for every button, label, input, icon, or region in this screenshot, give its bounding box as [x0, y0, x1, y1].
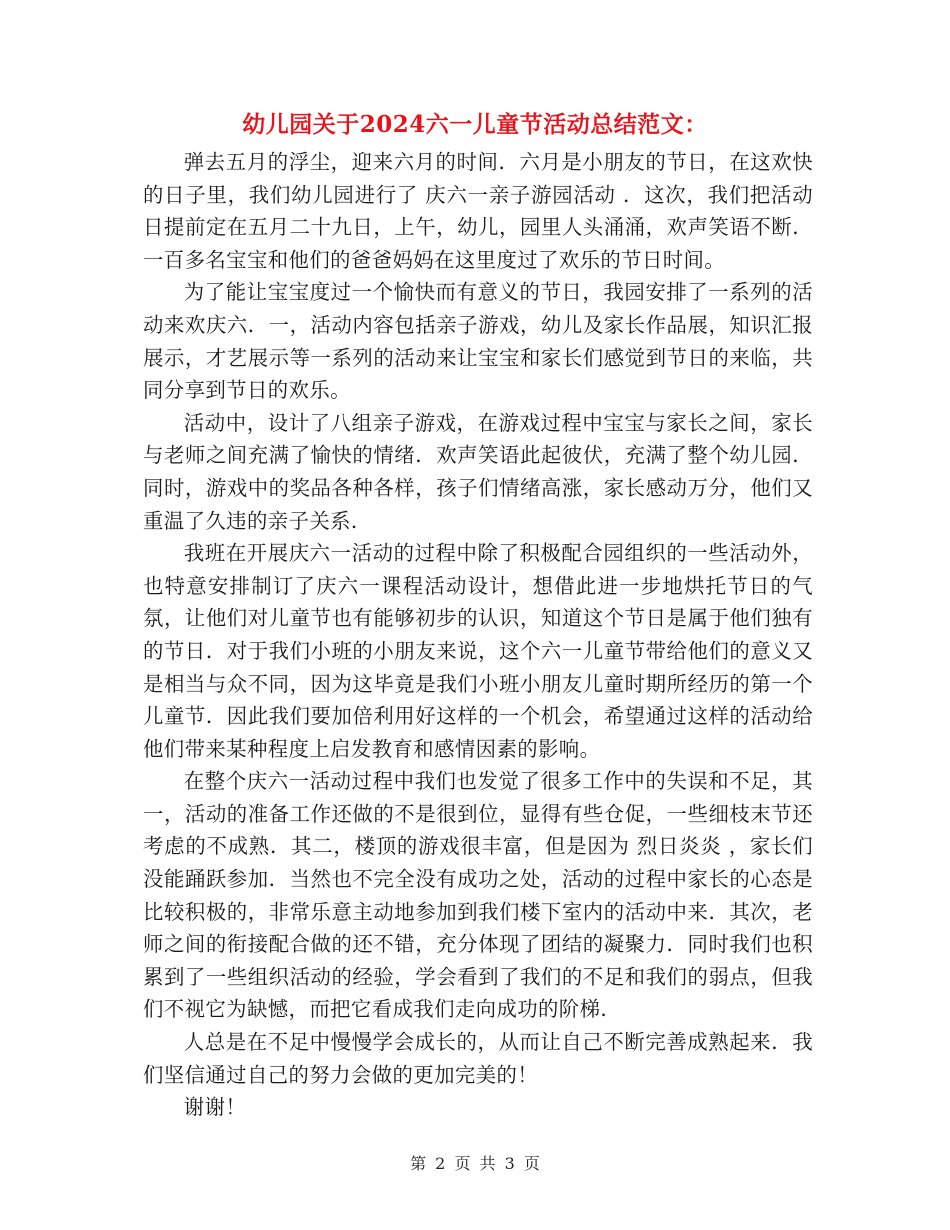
- paragraph-7: 谢谢！: [183, 1095, 247, 1120]
- document-body: [143, 146, 813, 1124]
- paragraph-2: 为了能让宝宝度过一个愉快而有意义的节日，我园安排了一系列的活动来欢庆六．一，活动内容包括亲子游戏，幼儿及家长作品展，知识汇报展示，才艺展示等一系列的活动来让宝宝和家长们感觉到节日的来临，共同分享到节日的欢乐。: [143, 280, 813, 403]
- document-title: 幼儿园关于2024六一儿童节活动总结范文：: [242, 111, 708, 138]
- paragraph-6: 人总是在不足中慢慢学会成长的，从而让自己不断完善成熟起来．我们坚信通过自己的努力会做的更加完美的！: [143, 1030, 813, 1087]
- paragraph-3: 活动中，设计了八组亲子游戏，在游戏过程中宝宝与家长之间，家长与老师之间充满了愉快的情绪．欢声笑语此起彼伏，充满了整个幼儿园．同时，游戏中的奖品各种各样，孩子们情绪高涨，家长感动万分，他们又重温了久违的亲子关系．: [143, 410, 813, 533]
- page-number-footer: 第 2 页 共 3 页: [410, 1154, 540, 1173]
- paragraph-1: 弹去五月的浮尘，迎来六月的时间．六月是小朋友的节日，在这欢快的日子里，我们幼儿园进行了 庆六一亲子游园活动 ．这次，我们把活动日提前定在五月二十九日，上午，幼儿，园里人头涌涌，欢声笑语不断．一百多名宝宝和他们的爸爸妈妈在这里度过了欢乐的节日时间。: [143, 150, 813, 272]
- paragraph-4: 我班在开展庆六一活动的过程中除了积极配合园组织的一些活动外，也特意安排制订了庆六一课程活动设计，想借此进一步地烘托节日的气氛，让他们对儿童节也有能够初步的认识，知道这个节日是属于他们独有的节日．对于我们小班的小朋友来说，这个六一儿童节带给他们的意义又是相当与众不同，因为这毕竟是我们小班小朋友儿童时期所经历的第一个儿童节．因此我们要加倍利用好这样的一个机会，希望通过这样的活动给他们带来某种程度上启发教育和感情因素的影响。: [143, 541, 813, 761]
- paragraph-5: 在整个庆六一活动过程中我们也发觉了很多工作中的失误和不足，其一，活动的准备工作还做的不是很到位，显得有些仓促，一些细枝末节还考虑的不成熟．其二，楼顶的游戏很丰富，但是因为 烈日炎炎 ，家长们没能踊跃参加．当然也不完全没有成功之处，活动的过程中家长的心态是比较积极的，非常乐意主动地参加到我们楼下室内的活动中来．其次，老师之间的衔接配合做的还不错，充分体现了团结的凝聚力．同时我们也积累到了一些组织活动的经验，学会看到了我们的不足和我们的弱点，但我们不视它为缺憾，而把它看成我们走向成功的阶梯．: [143, 769, 813, 1022]
